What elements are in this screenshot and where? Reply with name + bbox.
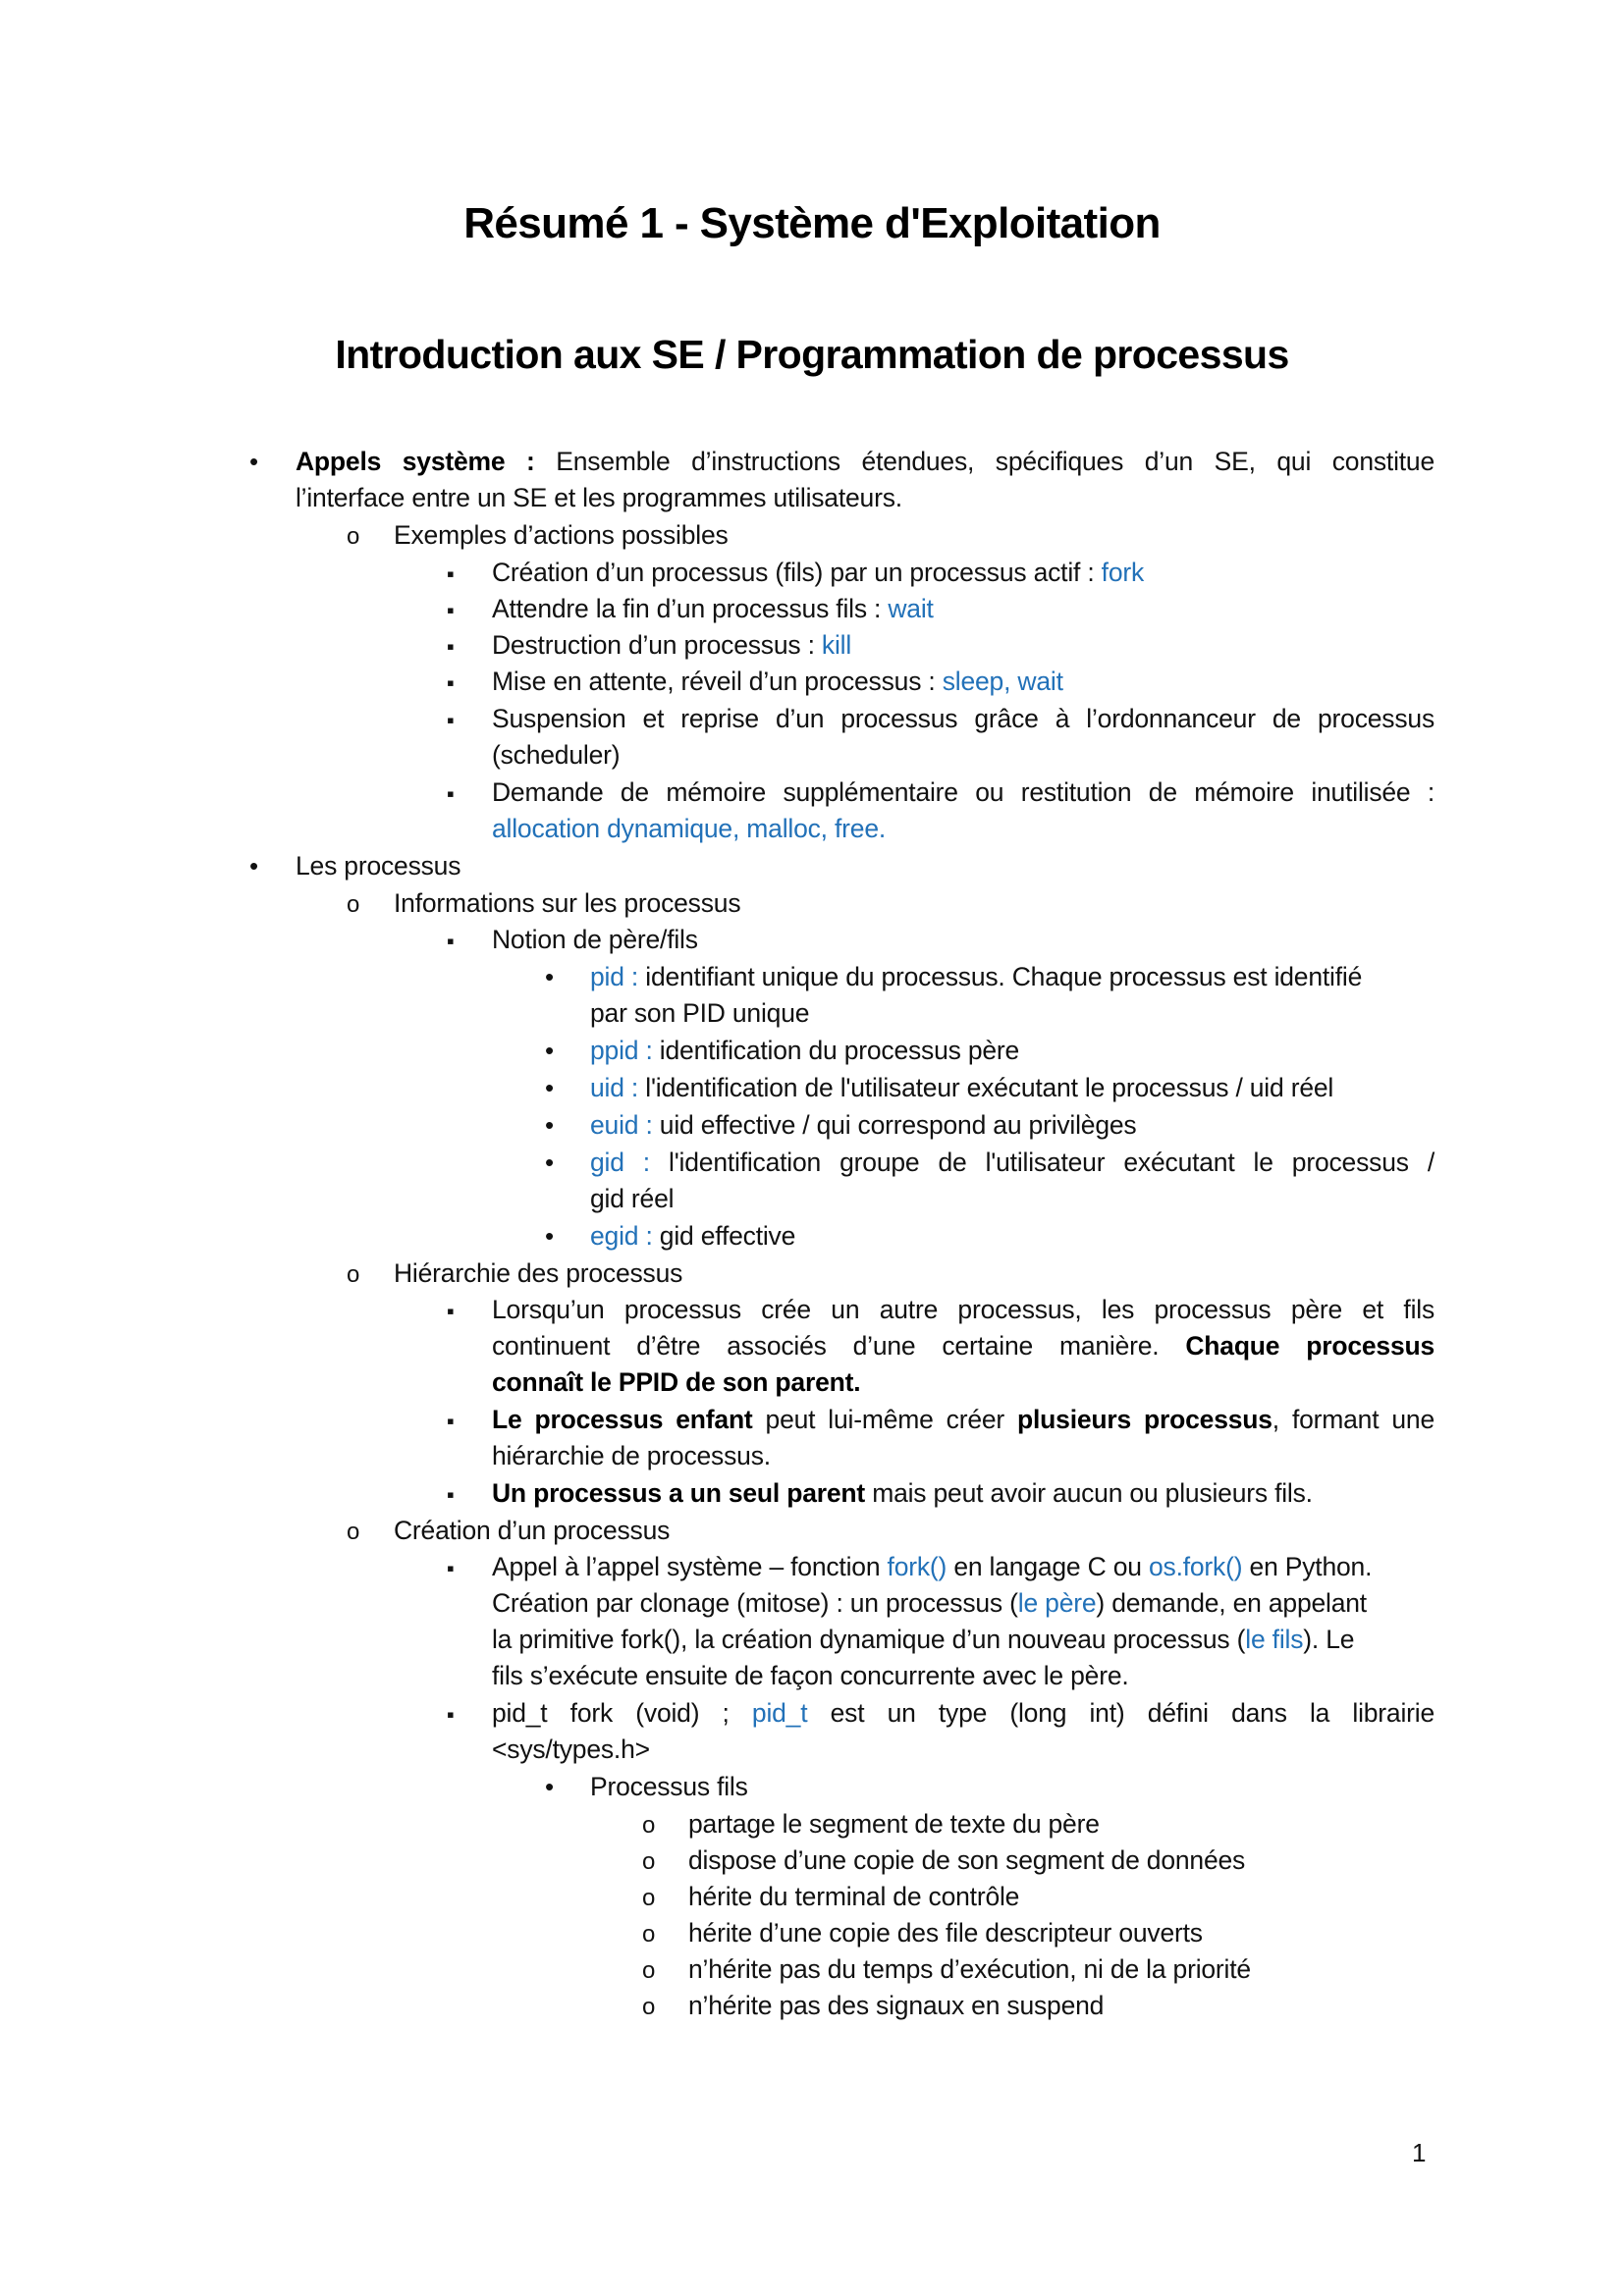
- example-item: Suspension et reprise d’un processus grâce à l’ordonnanceur de processus: [492, 704, 1435, 733]
- fils-item: n’hérite pas du temps d’exécution, ni de la priorité: [688, 1954, 1251, 1984]
- bullet-square-icon: [447, 774, 455, 812]
- hierarchie-paragraph: Lorsqu’un processus crée un autre processus, les processus père et fils: [492, 1295, 1435, 1324]
- creation-fork-paragraph-cont: la primitive fork(), la création dynamique d’un nouveau processus (le fils). Le: [492, 1625, 1355, 1654]
- bullet-square-icon: [447, 1695, 455, 1733]
- pid-t-paragraph-cont: <sys/types.h>: [492, 1735, 650, 1764]
- bullet-dot-icon: [545, 1218, 554, 1255]
- bullet-square-icon: [447, 922, 455, 959]
- appels-systeme-definition: Appels système : Ensemble d’instructions étendues, spécifiques d’un SE, qui constitue: [296, 447, 1435, 476]
- page-number: 1: [1412, 2138, 1427, 2167]
- field-ppid: ppid : identification du processus père: [590, 1036, 1020, 1065]
- example-item-cont: (scheduler): [492, 740, 621, 770]
- field-pid-cont: par son PID unique: [590, 998, 810, 1028]
- bullet-square-icon: [447, 1549, 455, 1586]
- pid-t-paragraph: pid_t fork (void) ; pid_t est un type (long int) défini dans la librairie: [492, 1698, 1435, 1728]
- bullet-dot-icon: [249, 444, 258, 480]
- appels-systeme-definition-cont: l’interface entre un SE et les programmes utilisateurs.: [296, 483, 902, 512]
- creation-fork-paragraph-cont: fils s’exécute ensuite de façon concurrente avec le père.: [492, 1661, 1129, 1690]
- bullet-square-icon: [447, 627, 455, 665]
- hierarchie-enfant-cont: hiérarchie de processus.: [492, 1441, 771, 1470]
- bullet-square-icon: [447, 1402, 455, 1439]
- fils-item: dispose d’une copie de son segment de données: [688, 1845, 1246, 1875]
- example-item: Demande de mémoire supplémentaire ou restitution de mémoire inutilisée :: [492, 777, 1435, 807]
- hierarchie-parent: Un processus a un seul parent mais peut avoir aucun ou plusieurs fils.: [492, 1478, 1313, 1508]
- bullet-square-icon: [447, 1475, 455, 1513]
- fils-item: partage le segment de texte du père: [688, 1809, 1100, 1839]
- creation-heading: Création d’un processus: [394, 1516, 671, 1545]
- example-item: Destruction d’un processus : kill: [492, 630, 852, 660]
- example-item-code: allocation dynamique, malloc, free.: [492, 814, 887, 843]
- bullet-circle-icon: [642, 1988, 655, 2025]
- document-title: Résumé 1 - Système d'Exploitation: [463, 199, 1161, 247]
- examples-heading: Exemples d’actions possibles: [394, 520, 729, 550]
- fils-item: n’hérite pas des signaux en suspend: [688, 1991, 1105, 2020]
- field-pid: pid : identifiant unique du processus. Chaque processus est identifié: [590, 962, 1363, 991]
- bullet-circle-icon: [642, 1951, 655, 1989]
- bullet-square-icon: [447, 1292, 455, 1329]
- hierarchie-paragraph-cont: continuent d’être associés d’une certaine manière. Chaque processus: [492, 1331, 1435, 1361]
- bullet-dot-icon: [545, 959, 554, 995]
- bullet-circle-icon: [347, 517, 359, 555]
- bullet-dot-icon: [545, 1769, 554, 1805]
- info-heading: Informations sur les processus: [394, 888, 741, 918]
- hierarchie-paragraph-cont: connaît le PPID de son parent.: [492, 1367, 861, 1397]
- hierarchie-heading: Hiérarchie des processus: [394, 1258, 683, 1288]
- bullet-circle-icon: [642, 1806, 655, 1843]
- bullet-circle-icon: [642, 1879, 655, 1916]
- notion-heading: Notion de père/fils: [492, 925, 698, 954]
- bullet-circle-icon: [347, 885, 359, 923]
- field-euid: euid : uid effective / qui correspond au privilèges: [590, 1110, 1137, 1140]
- bullet-circle-icon: [642, 1915, 655, 1952]
- bullet-square-icon: [447, 591, 455, 628]
- bullet-circle-icon: [347, 1513, 359, 1550]
- bullet-circle-icon: [642, 1842, 655, 1880]
- bullet-dot-icon: [545, 1070, 554, 1106]
- bullet-dot-icon: [249, 848, 258, 884]
- bullet-square-icon: [447, 555, 455, 592]
- field-uid: uid : l'identification de l'utilisateur exécutant le processus / uid réel: [590, 1073, 1334, 1102]
- bullet-dot-icon: [545, 1145, 554, 1181]
- fils-item: hérite d’une copie des file descripteur ouverts: [688, 1918, 1203, 1948]
- bullet-circle-icon: [347, 1255, 359, 1293]
- creation-fork-paragraph: Appel à l’appel système – fonction fork() en langage C ou os.fork() en Python.: [492, 1552, 1373, 1581]
- example-item: Mise en attente, réveil d’un processus : sleep, wait: [492, 667, 1063, 696]
- field-gid-cont: gid réel: [590, 1184, 675, 1213]
- bullet-dot-icon: [545, 1107, 554, 1144]
- bullet-square-icon: [447, 664, 455, 701]
- example-item: Création d’un processus (fils) par un processus actif : fork: [492, 558, 1145, 587]
- example-item: Attendre la fin d’un processus fils : wait: [492, 594, 934, 623]
- hierarchie-enfant: Le processus enfant peut lui-même créer plusieurs processus, formant une: [492, 1405, 1435, 1434]
- field-gid: gid : l'identification groupe de l'utilisateur exécutant le processus /: [590, 1148, 1435, 1177]
- processus-fils-heading: Processus fils: [590, 1772, 748, 1801]
- bullet-square-icon: [447, 701, 455, 738]
- bullet-dot-icon: [545, 1033, 554, 1069]
- field-egid: egid : gid effective: [590, 1221, 796, 1251]
- creation-fork-paragraph-cont: Création par clonage (mitose) : un processus (le père) demande, en appelant: [492, 1588, 1367, 1618]
- fils-item: hérite du terminal de contrôle: [688, 1882, 1020, 1911]
- processus-heading: Les processus: [296, 851, 461, 881]
- document-subtitle: Introduction aux SE / Programmation de processus: [335, 332, 1289, 377]
